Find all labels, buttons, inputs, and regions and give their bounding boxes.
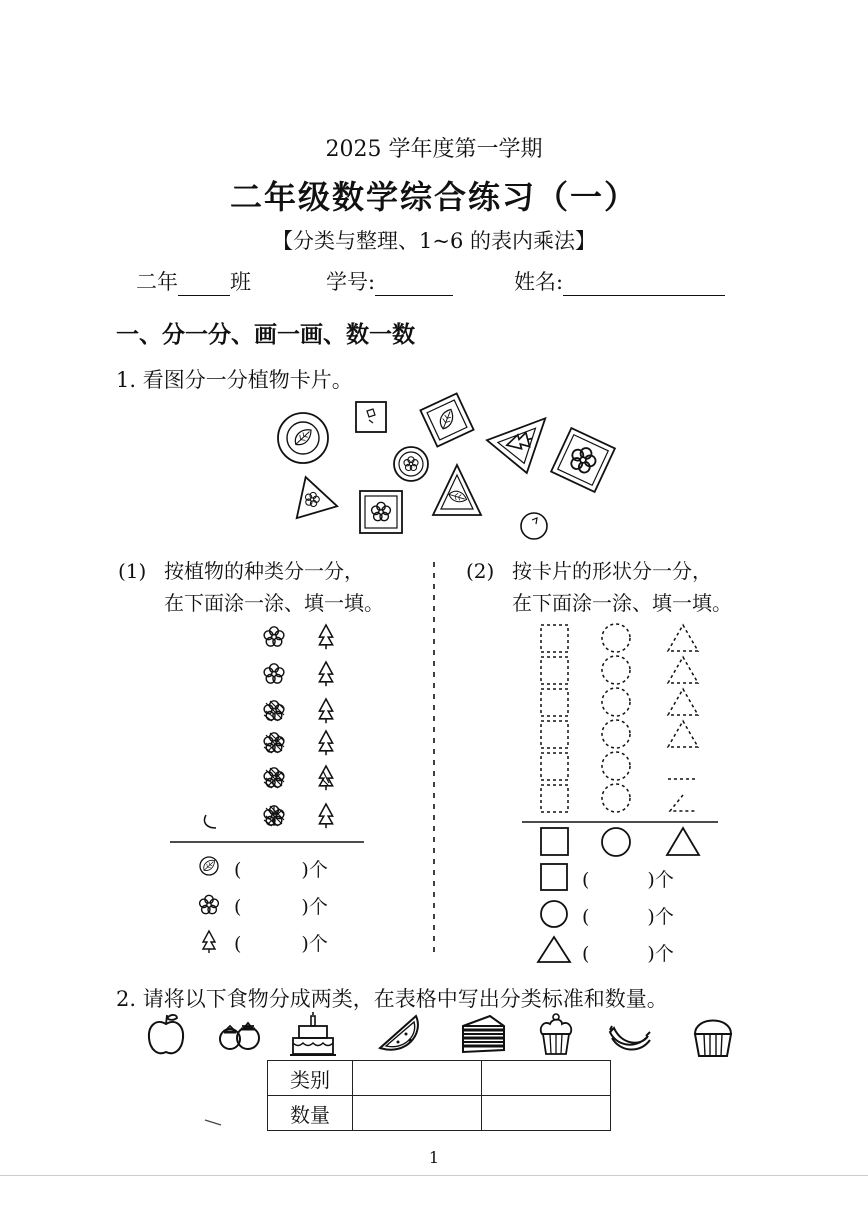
page-subtitle: 【分类与整理、1~6 的表内乘法】 (272, 229, 596, 253)
watermelon-icon (376, 1012, 422, 1058)
q1-prompt: 1. 看图分一分植物卡片。 (116, 368, 353, 392)
class-label: 班 (230, 270, 251, 294)
dotted-square (541, 689, 568, 716)
student-id-label: 学号: (326, 270, 376, 294)
q2-prompt: 2. 请将以下食物分成两类，在表格中写出分类标准和数量。 (116, 987, 668, 1011)
part2-count-row[interactable]: ( )个 (582, 869, 674, 891)
dotted-circle (602, 784, 630, 812)
cake-icon (290, 1012, 336, 1058)
table-row (268, 1096, 611, 1131)
dotted-circle (602, 624, 630, 652)
grade-label: 二年 (136, 270, 178, 294)
category-cell[interactable] (353, 1061, 482, 1096)
dotted-square (541, 785, 568, 812)
dotted-circle (602, 688, 630, 716)
table-row (268, 1061, 611, 1096)
part2-number: (2) (466, 559, 495, 583)
quantity-cell[interactable] (353, 1096, 482, 1131)
square-icon (541, 864, 567, 890)
circle-icon (602, 828, 630, 856)
page-divider (0, 1175, 868, 1176)
stray-mark (204, 1118, 224, 1128)
category-cell[interactable] (482, 1061, 611, 1096)
classification-table (267, 1060, 611, 1131)
part1-count-row[interactable]: ( )个 (234, 859, 328, 881)
tomatoes-icon (216, 1012, 262, 1058)
dotted-triangle (670, 795, 696, 811)
dotted-triangle (668, 657, 698, 683)
quantity-label: 数量 (268, 1096, 353, 1131)
circle-icon (541, 901, 567, 927)
page-number: 1 (428, 1148, 440, 1167)
banana-icon (606, 1012, 652, 1058)
dotted-circle (602, 752, 630, 780)
part1-line1: 按植物的种类分一分， (164, 559, 364, 583)
category-label: 类别 (268, 1061, 353, 1096)
dotted-square (541, 657, 568, 684)
cupcake-icon (536, 1012, 576, 1058)
dotted-square (541, 625, 568, 652)
part2-line1: 按卡片的形状分一分， (512, 559, 712, 583)
dotted-triangle (668, 721, 698, 747)
part1-count-row[interactable]: ( )个 (234, 933, 328, 955)
dotted-square (541, 753, 568, 780)
dotted-circle (602, 720, 630, 748)
page-title: 二年级数学综合练习（一） (229, 178, 638, 216)
cake-slice-icon (460, 1012, 506, 1058)
section-heading: 一、分一分、画一画、数一数 (116, 322, 415, 348)
part1-number: (1) (118, 559, 147, 583)
part1-line2: 在下面涂一涂、填一填。 (164, 591, 384, 615)
square-icon (541, 828, 568, 855)
dotted-triangle (668, 625, 698, 651)
name-label: 姓名: (514, 270, 564, 294)
triangle-icon (538, 937, 570, 962)
term-label: 2025 学年度第一学期 (325, 137, 543, 162)
part2-count-row[interactable]: ( )个 (582, 906, 674, 928)
part2-count-row[interactable]: ( )个 (582, 943, 674, 965)
muffin-icon (692, 1012, 734, 1058)
dotted-triangle (668, 689, 698, 715)
dotted-circle (602, 656, 630, 684)
part2-line2: 在下面涂一涂、填一填。 (512, 591, 732, 615)
dotted-square (541, 721, 568, 748)
triangle-icon (667, 828, 699, 855)
quantity-cell[interactable] (482, 1096, 611, 1131)
part1-count-row[interactable]: ( )个 (234, 896, 328, 918)
apple-icon (146, 1012, 186, 1058)
